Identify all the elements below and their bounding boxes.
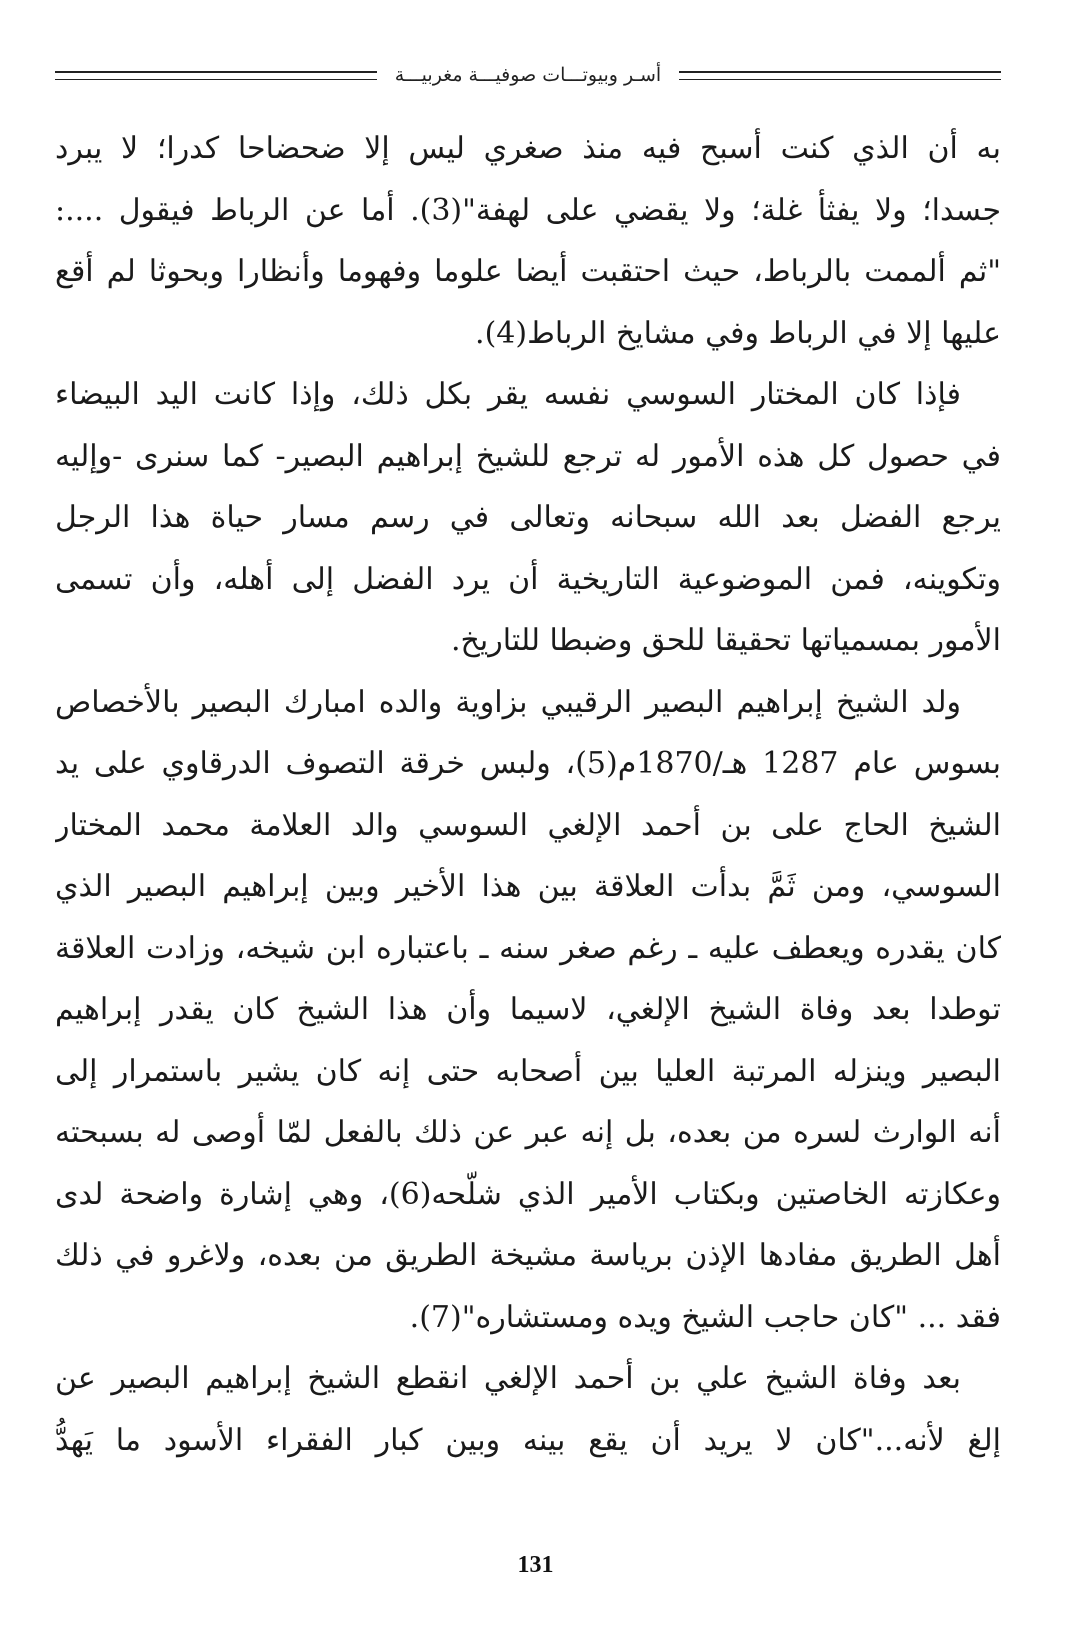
- page-number: 131: [517, 1552, 554, 1578]
- text-line: كان يقدره ويعطف عليه ـ رغم صغر سنه ـ باعتباره ابن شيخه، وزادت العلاقة: [55, 930, 1001, 966]
- text-line: به أن الذي كنت أسبح فيه منذ صغري ليس إلا ضحضاحا كدرا؛ لا يبرد: [55, 131, 1001, 166]
- paragraph-2: [55, 364, 1001, 672]
- text-line: الشيخ الحاج على بن أحمد الإلغي السوسي والد العلامة محمد المختار: [55, 807, 1001, 843]
- text-line: جسدا؛ ولا يفثأ غلة؛ ولا يقضي على لهفة"(3). أما عن الرباط فيقول ....:: [55, 192, 1001, 228]
- body-text: [55, 118, 1001, 1471]
- text-line: عليها إلا في الرباط وفي مشايخ الرباط(4).: [475, 315, 1001, 351]
- text-line: أهل الطريق مفادها الإذن برياسة مشيخة الطريق من بعده، ولاغرو في ذلك: [55, 1238, 1001, 1273]
- text-line: إلغ لأنه..."كان لا يريد أن يقع بينه وبين كبار الفقراء الأسود ما يَهدُّ: [55, 1422, 1001, 1458]
- text-line: في حصول كل هذه الأمور له ترجع للشيخ إبراهيم البصير- كما سنرى -وإليه: [55, 438, 1001, 474]
- text-line: توطدا بعد وفاة الشيخ الإلغي، لاسيما وأن هذا الشيخ كان يقدر إبراهيم: [55, 992, 1001, 1027]
- text-line: فقد ... "كان حاجب الشيخ ويده ومستشاره"(7).: [409, 1299, 1001, 1335]
- header-rule-left: [55, 71, 377, 80]
- paragraph-3: [55, 672, 1001, 1349]
- text-line: الأمور بمسمياتها تحقيقا للحق وضبطا للتاريخ.: [451, 623, 1001, 658]
- running-header: [55, 60, 1001, 90]
- paragraph-4: [55, 1348, 1001, 1471]
- text-line: وعكازته الخاصتين وبكتاب الأمير الذي شلّحه(6)، وهي إشارة واضحة لدى: [55, 1176, 1001, 1212]
- header-title: أسـر وبيوتـــات صوفيـــة مغربيـــة: [394, 64, 662, 86]
- text-line: أنه الوارث لسره من بعده، بل إنه عبر عن ذلك بالفعل لمّا أوصى له بسبحته: [55, 1115, 1001, 1150]
- text-line: بسوس عام 1287 هـ/1870م(5)، ولبس خرقة التصوف الدرقاوي على يد: [55, 746, 1001, 781]
- text-line: ولد الشيخ إبراهيم البصير الرقيبي بزاوية والده امبارك البصير بالأخصاص: [55, 684, 961, 720]
- text-line: "ثم ألممت بالرباط، حيث احتقبت أيضا علوما وفهوما وأنظارا وبحوثا لم أقع: [55, 254, 1001, 289]
- text-line: يرجع الفضل بعد الله سبحانه وتعالى في رسم مسار حياة هذا الرجل: [55, 500, 1001, 535]
- text-line: السوسي، ومن ثَمَّ بدأت العلاقة بين هذا الأخير وبين إبراهيم البصير الذي: [55, 869, 1001, 904]
- header-rule-right: [679, 71, 1001, 80]
- text-line: بعد وفاة الشيخ علي بن أحمد الإلغي انقطع الشيخ إبراهيم البصير عن: [55, 1361, 961, 1396]
- text-line: البصير وينزله المرتبة العليا بين أصحابه حتى إنه كان يشير باستمرار إلى: [55, 1053, 1001, 1089]
- paragraph-1: [55, 118, 1001, 364]
- text-line: فإذا كان المختار السوسي نفسه يقر بكل ذلك، وإذا كانت اليد البيضاء: [55, 377, 961, 412]
- text-line: وتكوينه، فمن الموضوعية التاريخية أن يرد الفضل إلى أهله، وأن تسمى: [55, 561, 1001, 597]
